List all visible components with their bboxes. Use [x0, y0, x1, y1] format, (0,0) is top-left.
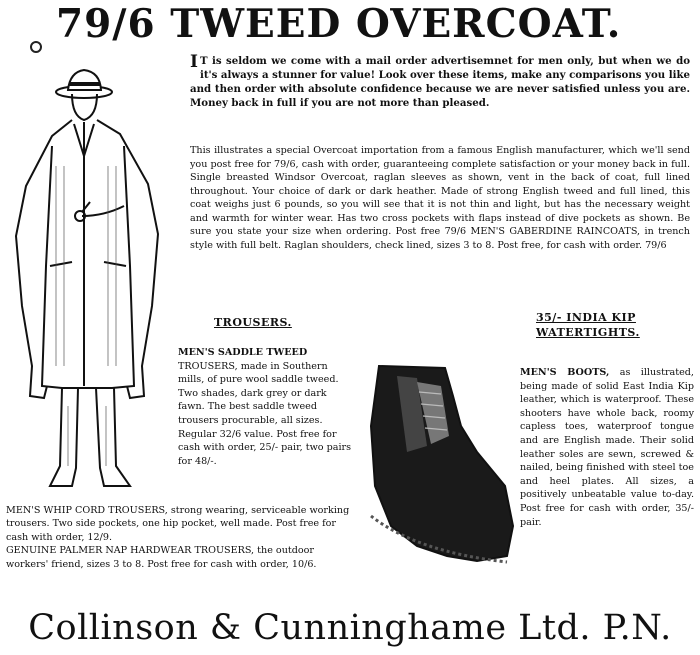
bottom-listings [6, 504, 356, 571]
intro-paragraph [190, 54, 690, 110]
india-kip-heading: 35/- INDIA KIP WATERTIGHTS. [536, 311, 640, 339]
man-in-overcoat-illustration [12, 66, 162, 502]
boots-lead: MEN'S BOOTS, [520, 367, 610, 378]
intro-text: T is seldom we come with a mail order advertisemnet for men only, but when we do it's always a stunner for value! Look over these items, make any comparisons you like and then order with absolute confidence because we are never satisfied unless you are. Money back in full if you are not more than pleased. [190, 55, 690, 109]
boots-text: as illustrated, being made of solid East India Kip leather, which is waterproof. These shooters have whole back, roomy capless toes, waterproof tongue and are English made. Their solid leather soles are sewn, screwed & nailed, being finished with steel toe and heel plates. All sizes, a positively unbeatable value to-day. Post free for cash with order, 35/- pair. [520, 367, 694, 528]
trousers-text: TROUSERS, made in Southern mills, of pure wool saddle tweed. Two shades, dark grey or dark fawn. The best saddle tweed trousers procurable, all sizes. Regular 32/6 value. Post free for cash with order, 25/- pair, two pairs for 48/-. [178, 360, 352, 467]
printer-mark-icon [30, 41, 42, 53]
trousers-lead: MEN'S SADDLE TWEED [178, 347, 308, 358]
whipcord-trousers-text: MEN'S WHIP CORD TROUSERS, strong wearing, serviceable working trousers. Two side pockets, one hip pocket, well made. Post free for cash with order, 12/9. [6, 505, 350, 543]
headline: 79/6 TWEED OVERCOAT. [56, 1, 622, 47]
boot-illustration [357, 356, 517, 571]
overcoat-description: This illustrates a special Overcoat importation from a famous English manufacturer, which we'll send you post free for 79/6, cash with order, guaranteeing complete satisfaction or your money back in full. Single breasted Windsor Overcoat, raglan sleeves as shown, vent in the back of coat, full lined throughout. Your choice of dark or dark heather. Made of strong English tweed and full lined, this coat weighs just 6 pounds, so you will see that it is not thin and light, but has the necessary weight and warmth for winter wear. Has two cross pockets with flaps instead of dive pockets as shown. Be sure you state your size when ordering. Post free 79/6 MEN'S GABERDINE RAINCOATS, in trench style with full belt. Raglan shoulders, check lined, sizes 3 to 8. Post free, for cash with order. 79/6 [190, 145, 690, 251]
palmer-trousers-text: GENUINE PALMER NAP HARDWEAR TROUSERS, the outdoor workers' friend, sizes 3 to 8. Post free for cash with order, 10/6. [6, 545, 317, 570]
trousers-description [178, 346, 353, 468]
advertiser-footer: Collinson & Cunninghame Ltd. P.N. [28, 608, 672, 648]
drop-cap: I [190, 52, 198, 72]
trousers-heading: TROUSERS. [214, 316, 292, 329]
boots-description [520, 366, 694, 529]
